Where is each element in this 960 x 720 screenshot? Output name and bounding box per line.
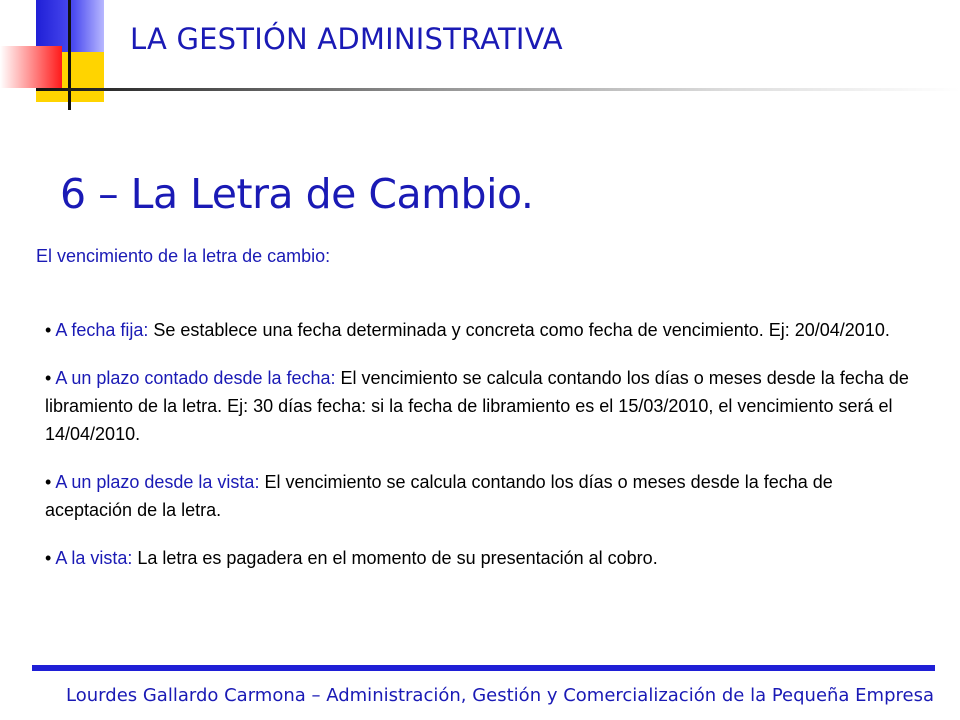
item-text: La letra es pagadera en el momento de su presentación al cobro. <box>132 548 658 568</box>
bullet-list <box>45 316 920 592</box>
logo-red-square <box>0 46 62 88</box>
item-text: El vencimiento se calcula contando los días o meses desde la fecha de libramiento de la letra. Ej: 30 días fecha: si la fecha de libramiento es el 15/03/2010, el vencimiento será el 14/04/2010. <box>45 368 909 444</box>
footer-bar <box>32 665 935 671</box>
item-term: A un plazo contado desde la fecha: <box>55 368 336 388</box>
header-divider <box>36 88 960 91</box>
item-text: El vencimiento se calcula contando los días o meses desde la fecha de aceptación de la letra. <box>45 472 833 520</box>
list-item: • A un plazo contado desde la fecha: El vencimiento se calcula contando los días o meses desde la fecha de libramiento de la letra. Ej: 30 días fecha: si la fecha de libramiento es el 15/03/2010, el vencimiento será el 14/04/2010. <box>45 368 909 444</box>
footer-text: Lourdes Gallardo Carmona – Administración, Gestión y Comercialización de la Pequeña Empresa <box>66 685 934 706</box>
list-item: • A la vista: La letra es pagadera en el momento de su presentación al cobro. <box>45 548 658 568</box>
header-title: LA GESTIÓN ADMINISTRATIVA <box>130 22 563 56</box>
item-text: Se establece una fecha determinada y concreta como fecha de vencimiento. Ej: 20/04/2010. <box>148 320 890 340</box>
list-item: • A un plazo desde la vista: El vencimiento se calcula contando los días o meses desde la fecha de aceptación de la letra. <box>45 472 833 520</box>
slide-subtitle: El vencimiento de la letra de cambio: <box>36 246 331 266</box>
logo-vertical-line <box>68 0 71 110</box>
list-item: • A fecha fija: Se establece una fecha determinada y concreta como fecha de vencimiento. Ej: 20/04/2010. <box>45 320 890 340</box>
item-term: A un plazo desde la vista: <box>55 472 260 492</box>
slide-title: 6 – La Letra de Cambio. <box>60 170 534 218</box>
item-term: A fecha fija: <box>55 320 149 340</box>
item-term: A la vista: <box>55 548 133 568</box>
